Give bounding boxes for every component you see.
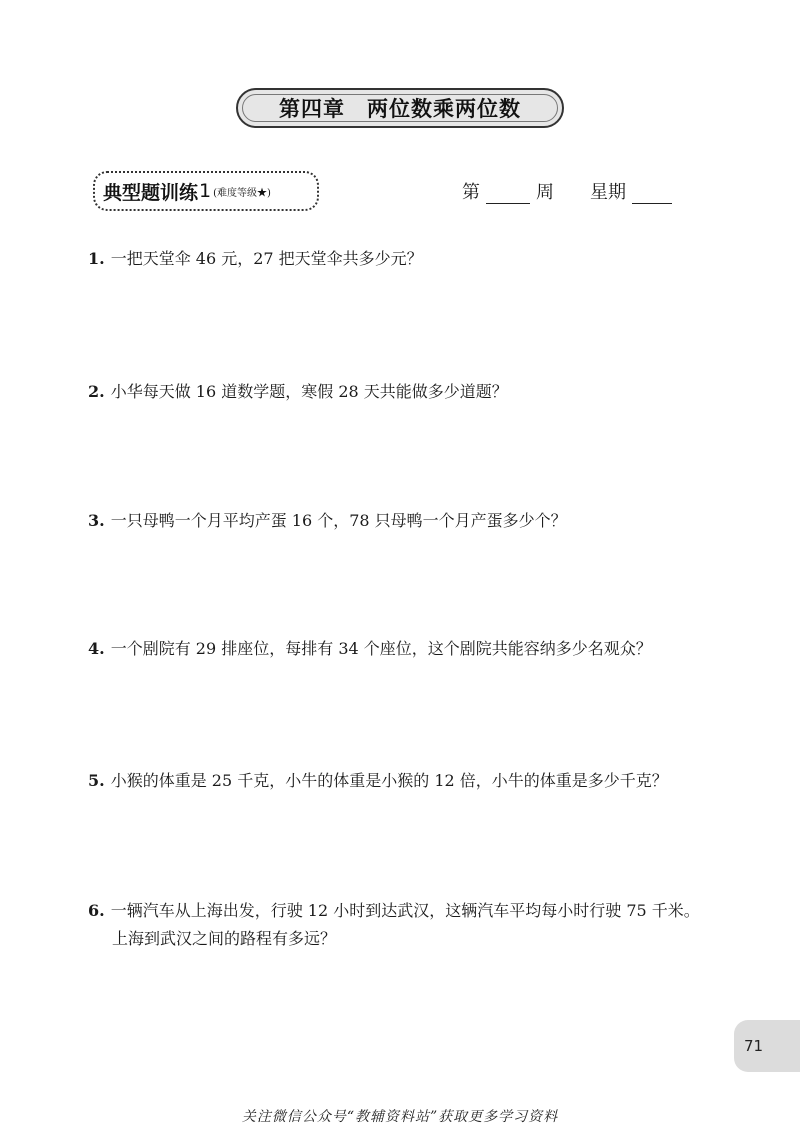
week-blank[interactable]	[486, 183, 530, 204]
question-4	[88, 635, 728, 663]
page-number-tab	[734, 1020, 800, 1072]
question-5	[88, 767, 728, 795]
question-text: 一辆汽车从上海出发，行驶 12 小时到达武汉，这辆汽车平均每小时行驶 75 千米。	[110, 901, 700, 920]
question-1	[88, 245, 728, 273]
chapter-banner	[236, 88, 564, 128]
day-word: 星期	[590, 182, 626, 203]
question-text: 一个剧院有 29 排座位，每排有 34 个座位，这个剧院共能容纳多少名观众？	[110, 639, 652, 658]
question-number: 6.	[88, 901, 105, 920]
question-3	[88, 507, 728, 535]
question-text: 小猴的体重是 25 千克，小牛的体重是小猴的 12 倍，小牛的体重是多少千克？	[110, 771, 668, 790]
week-prefix: 第	[462, 182, 480, 203]
question-text: 一把天堂伞 46 元，27 把天堂伞共多少元？	[110, 249, 423, 268]
question-text: 小华每天做 16 道数学题，寒假 28 天共能做多少道题？	[110, 382, 508, 401]
question-number: 4.	[88, 639, 105, 658]
section-number: 1	[199, 180, 212, 202]
question-number: 1.	[88, 249, 105, 268]
question-text: 一只母鸭一个月平均产蛋 16 个，78 只母鸭一个月产蛋多少个？	[110, 511, 567, 530]
week-word: 周	[536, 182, 554, 203]
footer-note: 关注微信公众号“教辅资料站”获取更多学习资料	[241, 1109, 559, 1125]
question-number: 3.	[88, 511, 105, 530]
section-title: 典型题训练	[103, 181, 199, 204]
page-number: 71	[744, 1037, 764, 1055]
question-continuation: 上海到武汉之间的路程有多远？	[112, 929, 337, 948]
section-heading	[93, 171, 319, 211]
day-blank[interactable]	[632, 183, 672, 204]
question-6	[88, 897, 728, 953]
chapter-title: 第四章 两位数乘两位数	[279, 97, 521, 121]
question-number: 5.	[88, 771, 105, 790]
question-2	[88, 378, 728, 406]
difficulty-label: (难度等级★)	[213, 187, 271, 199]
date-fill-line	[462, 178, 678, 204]
question-number: 2.	[88, 382, 105, 401]
